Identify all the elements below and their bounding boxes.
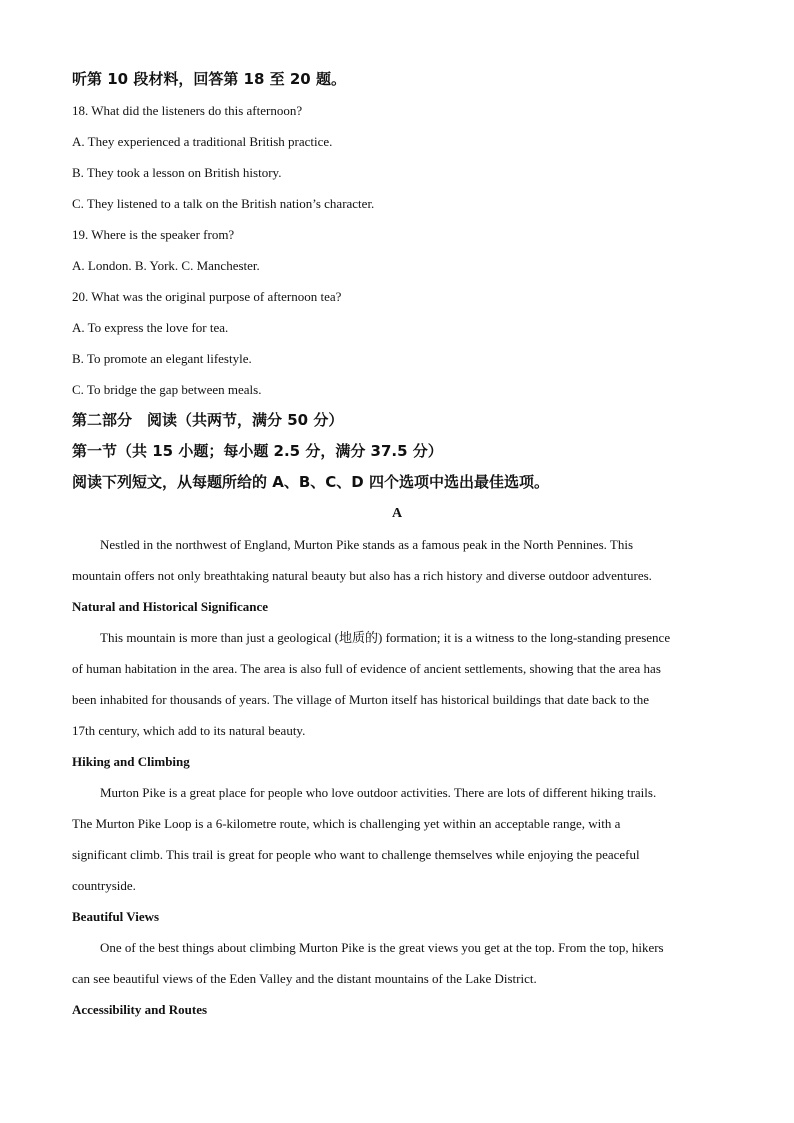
subheading-hiking-climbing: Hiking and Climbing	[72, 754, 190, 769]
part2-instruction: 阅读下列短文，从每题所给的 A、B、C、D 四个选项中选出最佳选项。	[72, 473, 549, 491]
exam-page	[72, 64, 722, 1025]
q18-question: 18. What did the listeners do this afternoon?	[72, 103, 303, 118]
paragraph-line: significant climb. This trail is great for people who want to challenge themselves while enjoying the peaceful	[72, 847, 640, 862]
intro-line: mountain offers not only breathtaking natural beauty but also has a rich history and diverse outdoor adventures.	[72, 568, 652, 583]
q19-question: 19. Where is the speaker from?	[72, 227, 235, 242]
paragraph-line: One of the best things about climbing Murton Pike is the great views you get at the top. From the top, hikers	[100, 940, 664, 955]
q18-option-b: B. They took a lesson on British history.	[72, 165, 282, 180]
paragraph-line: of human habitation in the area. The area is also full of evidence of ancient settlements, showing that the area has	[72, 661, 661, 676]
paragraph-line: This mountain is more than just a geological (地质的) formation; it is a witness to the long-standing presence	[100, 630, 671, 645]
intro-line: Nestled in the northwest of England, Murton Pike stands as a famous peak in the North Pennines. This	[100, 537, 634, 552]
passage-label: A	[391, 506, 403, 521]
part2-section1-heading: 第一节（共 15 小题；每小题 2.5 分，满分 37.5 分）	[72, 442, 443, 460]
section10-heading: 听第 10 段材料，回答第 18 至 20 题。	[72, 70, 346, 88]
paragraph-line: been inhabited for thousands of years. The village of Murton itself has historical buildings that date back to the	[72, 692, 650, 707]
subheading-accessibility-routes: Accessibility and Routes	[72, 1002, 208, 1017]
paragraph-line: 17th century, which add to its natural beauty.	[72, 723, 306, 738]
subheading-natural-historical: Natural and Historical Significance	[72, 599, 269, 614]
q18-option-a: A. They experienced a traditional British practice.	[72, 134, 333, 149]
q20-option-c: C. To bridge the gap between meals.	[72, 382, 262, 397]
paragraph-line: Murton Pike is a great place for people who love outdoor activities. There are lots of different hiking trails.	[100, 785, 657, 800]
q20-option-a: A. To express the love for tea.	[72, 320, 229, 335]
paragraph-line: The Murton Pike Loop is a 6-kilometre route, which is challenging yet within an acceptable range, with a	[72, 816, 621, 831]
q19-options: A. London. B. York. C. Manchester.	[72, 258, 260, 273]
paragraph-line: countryside.	[72, 878, 136, 893]
q20-question: 20. What was the original purpose of afternoon tea?	[72, 289, 342, 304]
q20-option-b: B. To promote an elegant lifestyle.	[72, 351, 252, 366]
subheading-beautiful-views: Beautiful Views	[72, 909, 160, 924]
part2-heading: 第二部分 阅读（共两节，满分 50 分）	[72, 411, 344, 429]
q18-option-c: C. They listened to a talk on the British nation’s character.	[72, 196, 375, 211]
paragraph-line: can see beautiful views of the Eden Valley and the distant mountains of the Lake District.	[72, 971, 537, 986]
